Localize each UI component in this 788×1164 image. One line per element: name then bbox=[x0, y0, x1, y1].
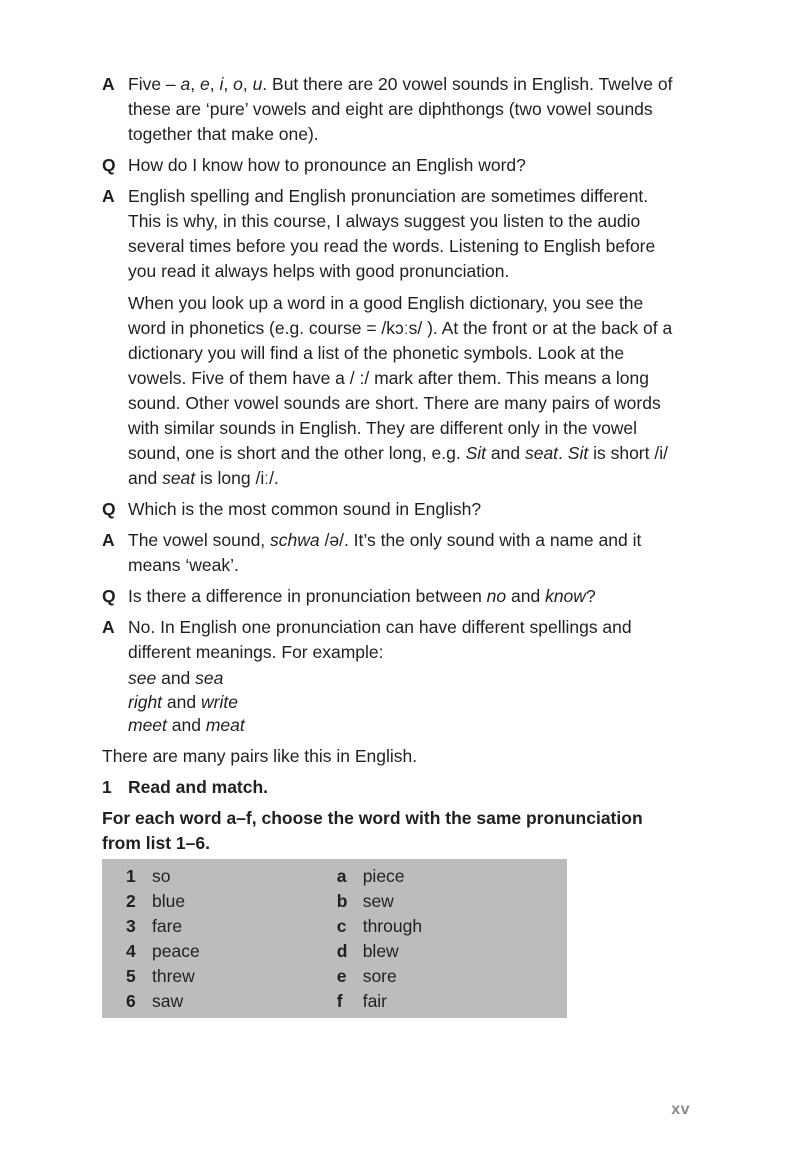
question bbox=[102, 584, 682, 609]
exercise-title bbox=[102, 775, 682, 800]
answer bbox=[102, 72, 682, 147]
item-word: through bbox=[362, 915, 423, 936]
italic-text: Sit bbox=[465, 443, 487, 463]
paragraph bbox=[128, 291, 682, 491]
text-run: , bbox=[190, 74, 200, 94]
paragraph bbox=[128, 528, 682, 578]
qa-list bbox=[102, 72, 682, 738]
example-pair bbox=[128, 667, 682, 691]
italic-text: u bbox=[252, 74, 263, 94]
item-key: 1 bbox=[126, 865, 136, 886]
closing-text: There are many pairs like this in English. bbox=[102, 745, 418, 766]
text-run: How do I know how to pronounce an English word? bbox=[128, 155, 526, 175]
match-table bbox=[102, 859, 567, 1018]
answer-marker: A bbox=[102, 74, 115, 94]
text-run: ? bbox=[585, 586, 596, 606]
item-word: threw bbox=[152, 965, 195, 986]
page-number: xv bbox=[671, 1101, 690, 1118]
text-run: and bbox=[166, 715, 206, 735]
qa-body bbox=[128, 584, 682, 609]
text-run: English spelling and English pronunciation are sometimes different. This is why, in this course, I always suggest you listen to the audio several times before you read the words. Listening to English before you read it always helps with good pronunciation. bbox=[128, 186, 656, 281]
item-key: e bbox=[336, 965, 347, 986]
answer-marker: A bbox=[102, 186, 115, 206]
item-word: blue bbox=[152, 890, 186, 911]
italic-text: o bbox=[233, 74, 243, 94]
item-word: saw bbox=[152, 990, 184, 1011]
match-item-number bbox=[126, 889, 337, 914]
item-key: a bbox=[336, 865, 347, 886]
italic-text: meat bbox=[205, 715, 245, 735]
item-word: piece bbox=[362, 865, 405, 886]
text-run: and bbox=[162, 691, 201, 712]
example-pair bbox=[128, 691, 682, 715]
paragraph bbox=[128, 615, 682, 665]
italic-text: seat bbox=[162, 468, 196, 488]
paragraph bbox=[128, 184, 682, 284]
text-run: Is there a difference in pronunciation between bbox=[128, 586, 487, 606]
match-item-number bbox=[126, 914, 337, 939]
italic-text: a bbox=[180, 74, 191, 94]
italic-text: see bbox=[128, 668, 157, 688]
paragraph bbox=[128, 584, 682, 609]
text-run: , bbox=[223, 74, 234, 94]
item-key: c bbox=[336, 915, 347, 936]
answer-marker: A bbox=[102, 530, 115, 550]
match-item-letter bbox=[337, 914, 567, 939]
paragraph bbox=[128, 497, 682, 522]
answer-marker: A bbox=[102, 617, 115, 637]
example-pair bbox=[128, 714, 682, 738]
item-word: fair bbox=[362, 990, 388, 1011]
paragraph bbox=[128, 72, 682, 147]
italic-text: no bbox=[486, 586, 507, 606]
example-pairs bbox=[128, 667, 682, 738]
item-key: 2 bbox=[126, 890, 136, 911]
italic-text: Sit bbox=[567, 443, 589, 463]
match-list-left bbox=[102, 864, 337, 1014]
item-word: blew bbox=[362, 940, 399, 961]
text-run: , bbox=[209, 74, 220, 94]
match-item-number bbox=[126, 989, 337, 1014]
text-run: . bbox=[558, 443, 568, 463]
item-key: 3 bbox=[126, 915, 136, 936]
match-item-number bbox=[126, 864, 337, 889]
italic-text: sea bbox=[195, 668, 224, 688]
italic-text: write bbox=[200, 691, 238, 712]
italic-text: e bbox=[200, 74, 210, 94]
item-key: 4 bbox=[126, 940, 136, 961]
match-item-number bbox=[126, 939, 337, 964]
item-key: b bbox=[336, 890, 348, 911]
question bbox=[102, 153, 682, 178]
qa-body bbox=[128, 497, 682, 522]
match-list-right bbox=[337, 864, 567, 1014]
exercise-instruction: For each word a–f, choose the word with the same pronunciation from list 1–6. bbox=[102, 807, 643, 853]
text-run: No. In English one pronunciation can have different spellings and different meanings. For example: bbox=[128, 617, 632, 662]
question-marker: Q bbox=[102, 499, 116, 519]
exercise-number: 1 bbox=[102, 776, 112, 797]
match-item-letter bbox=[337, 989, 567, 1014]
item-key: f bbox=[336, 990, 343, 1011]
qa-body bbox=[128, 72, 682, 147]
item-word: so bbox=[152, 865, 171, 886]
match-item-letter bbox=[337, 889, 567, 914]
item-key: d bbox=[336, 940, 348, 961]
question-marker: Q bbox=[102, 155, 116, 175]
item-word: peace bbox=[152, 940, 200, 961]
italic-text: i bbox=[219, 74, 224, 94]
answer bbox=[102, 528, 682, 578]
text-run: and bbox=[506, 586, 546, 606]
answer bbox=[102, 184, 682, 491]
text-run: is long /iː/. bbox=[195, 468, 279, 488]
item-key: 5 bbox=[126, 965, 136, 986]
text-run: Which is the most common sound in English? bbox=[128, 499, 482, 519]
paragraph bbox=[128, 153, 682, 178]
item-key: 6 bbox=[126, 990, 136, 1011]
italic-text: seat bbox=[524, 443, 559, 463]
italic-text: meet bbox=[128, 715, 167, 735]
qa-body bbox=[128, 184, 682, 491]
item-word: sew bbox=[362, 890, 394, 911]
text-run: When you look up a word in a good English dictionary, you see the word in phonetics (e.g. course = /kɔːs/ ). At the front or at the back of a dictionary you will find a list of the phonetic symbols. Look at the vowels. Five of them have a / :/ mark after them. This means a long sound. Other vowel sounds are short. There are many pairs of words with similar sounds in English. They are different only in the vowel sound, one is short and the other long, e.g. bbox=[128, 293, 673, 463]
match-item-letter bbox=[337, 939, 567, 964]
text-run: . But there are 20 vowel sounds in English. Twelve of these are ‘pure’ vowels and eight are diphthongs (two vowel sounds together that make one). bbox=[128, 74, 673, 144]
text-run: and bbox=[486, 443, 525, 463]
question bbox=[102, 497, 682, 522]
item-word: sore bbox=[362, 965, 397, 986]
text-run: The vowel sound, bbox=[128, 530, 271, 550]
text-run: and bbox=[156, 668, 196, 688]
text-run: is short /i/ and bbox=[128, 443, 668, 488]
exercise-title-text: Read and match. bbox=[128, 776, 269, 797]
item-word: fare bbox=[152, 915, 183, 936]
text-run: /ə/. It’s the only sound with a name and it means ‘weak’. bbox=[128, 530, 642, 575]
match-item-letter bbox=[337, 864, 567, 889]
qa-body bbox=[128, 528, 682, 578]
match-item-letter bbox=[337, 964, 567, 989]
match-item-number bbox=[126, 964, 337, 989]
answer bbox=[102, 615, 682, 738]
italic-text: schwa bbox=[270, 530, 320, 550]
qa-body bbox=[128, 153, 682, 178]
question-marker: Q bbox=[102, 586, 116, 606]
italic-text: know bbox=[545, 586, 586, 606]
italic-text: right bbox=[128, 691, 163, 712]
text-run: , bbox=[242, 74, 253, 94]
page-content bbox=[102, 72, 682, 1018]
text-run: Five – bbox=[128, 74, 181, 94]
qa-body bbox=[128, 615, 682, 738]
